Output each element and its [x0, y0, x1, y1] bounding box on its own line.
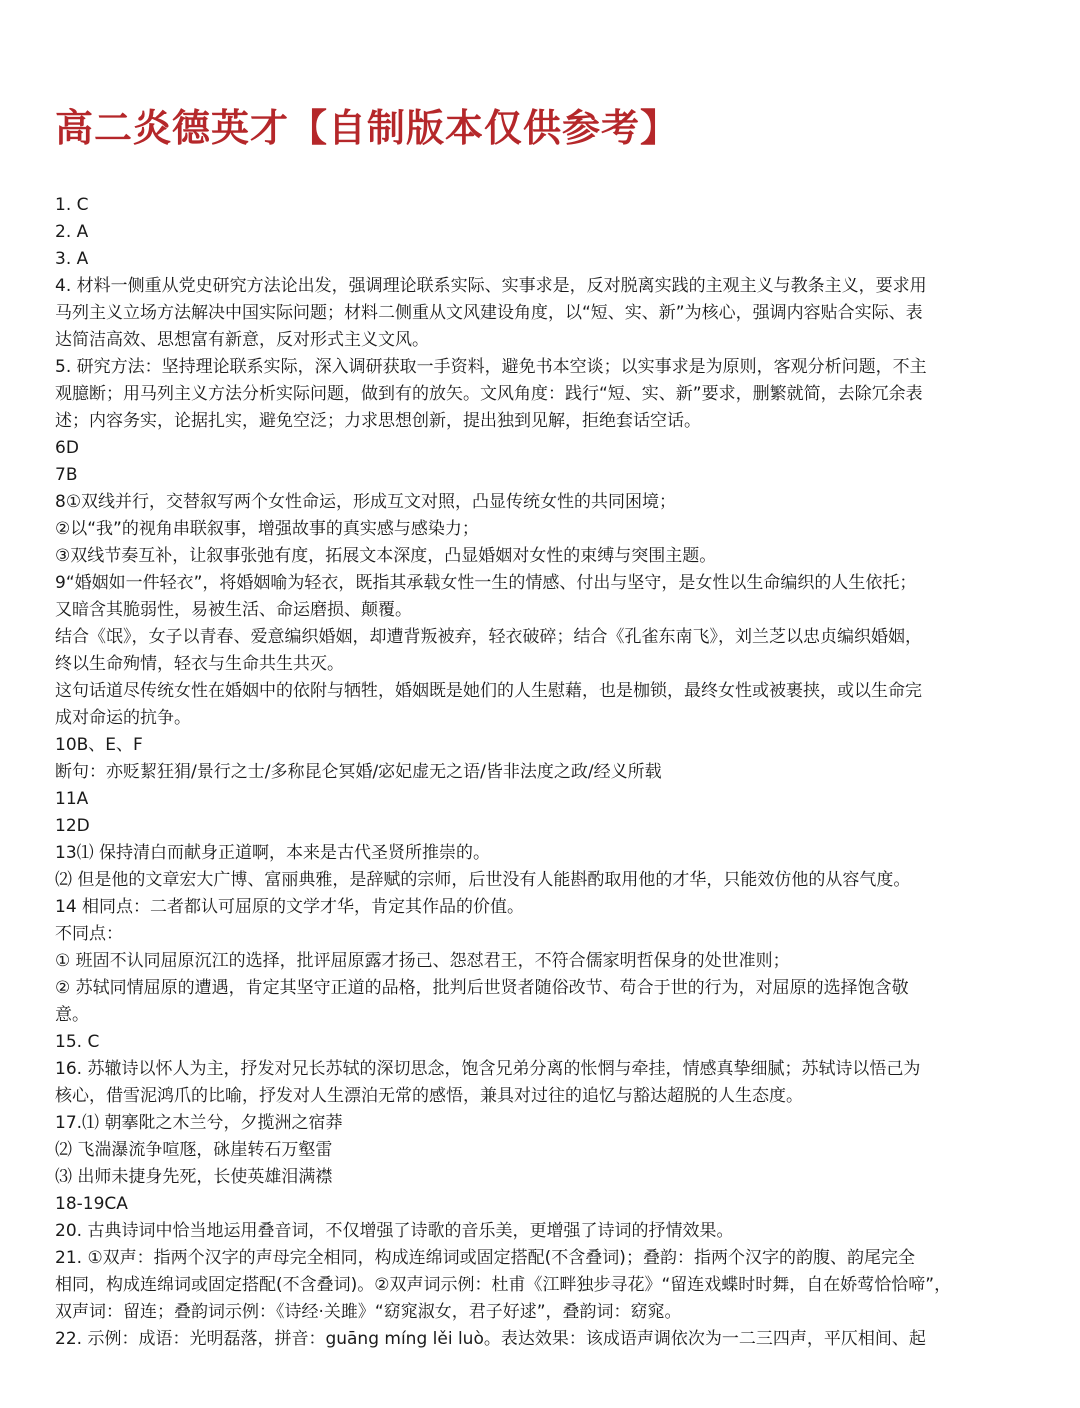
answer-line: 18-19CA	[55, 1194, 128, 1214]
answer-line: 10B、E、F	[55, 735, 143, 755]
document-title: 高二炎德英才【自制版本仅供参考】	[55, 106, 680, 150]
answer-line: 14 相同点：二者都认可屈原的文学才华，肯定其作品的价值。	[55, 897, 525, 917]
answer-line: ③双线节奏互补，让叙事张弛有度，拓展文本深度，凸显婚姻对女性的束缚与突围主题。	[55, 546, 717, 566]
answer-line: 5. 研究方法：坚持理论联系实际，深入调研获取一手资料，避免书本空谈；以实事求是为原则，客观分析问题，不主	[55, 357, 927, 377]
answer-line: 12D	[55, 816, 90, 836]
answer-line: 2. A	[55, 222, 89, 242]
answer-line: 21. ①双声：指两个汉字的声母完全相同，构成连绵词或固定搭配(不含叠词)；叠韵：指两个汉字的韵腹、韵尾完全	[55, 1248, 915, 1268]
answer-line: 13⑴ 保持清白而献身正道啊，本来是古代圣贤所推崇的。	[55, 843, 491, 863]
answer-line: 结合《氓》，女子以青春、爱意编织婚姻，却遭背叛被弃，轻衣破碎；结合《孔雀东南飞》，刘兰芝以忠贞编织婚姻，	[55, 627, 922, 647]
answer-line: 终以生命殉情，轻衣与生命共生共灭。	[55, 654, 344, 674]
answer-line: 达简洁高效、思想富有新意，反对形式主义文风。	[55, 330, 429, 350]
answer-line: 15. C	[55, 1032, 100, 1052]
answer-line: ⑵ 但是他的文章宏大广博、富丽典雅，是辞赋的宗师，后世没有人能斟酌取用他的才华，只能效仿他的从容气度。	[55, 870, 911, 890]
answer-line: 7B	[55, 465, 78, 485]
answer-line: ②以“我”的视角串联叙事，增强故事的真实感与感染力；	[55, 519, 479, 539]
answer-line: ⑵ 飞湍瀑流争喧豗，砯崖转石万壑雷	[55, 1140, 333, 1160]
answer-line: 16. 苏辙诗以怀人为主，抒发对兄长苏轼的深切思念，饱含兄弟分离的怅惘与牵挂，情感真挚细腻；苏轼诗以悟己为	[55, 1059, 921, 1079]
answer-line: 22. 示例：成语：光明磊落，拼音：guāng míng lěi luò。表达效果：该成语声调依次为一二三四声，平仄相间、起	[55, 1329, 926, 1349]
answer-line: ① 班固不认同屈原沉江的选择，批评屈原露才扬己、怨怼君王，不符合儒家明哲保身的处世准则；	[55, 951, 790, 971]
answer-line: 马列主义立场方法解决中国实际问题；材料二侧重从文风建设角度，以“短、实、新”为核心，强调内容贴合实际、表	[55, 303, 923, 323]
answer-line: 这句话道尽传统女性在婚姻中的依附与牺牲，婚姻既是她们的人生慰藉，也是枷锁，最终女性或被裹挟，或以生命完	[55, 681, 922, 701]
answer-line: ② 苏轼同情屈原的遭遇，肯定其坚守正道的品格，批判后世贤者随俗改节、苟合于世的行为，对屈原的选择饱含敬	[55, 978, 909, 998]
answer-line: 核心，借雪泥鸿爪的比喻，抒发对人生漂泊无常的感悟，兼具对过往的追忆与豁达超脱的人生态度。	[55, 1086, 803, 1106]
answer-line: 观臆断；用马列主义方法分析实际问题，做到有的放矢。文风角度：践行“短、实、新”要求，删繁就简，去除冗余表	[55, 384, 923, 404]
answer-line: 断句：亦贬絜狂狷/景行之士/多称昆仑冥婚/宓妃虚无之语/皆非法度之政/经义所载	[55, 762, 662, 782]
answer-line: 4. 材料一侧重从党史研究方法论出发，强调理论联系实际、实事求是，反对脱离实践的主观主义与教条主义，要求用	[55, 276, 927, 296]
answer-line: 相同，构成连绵词或固定搭配(不含叠词)。②双声词示例：杜甫《江畔独步寻花》“留连戏蝶时时舞，自在娇莺恰恰啼”，	[55, 1275, 952, 1295]
answer-line: 6D	[55, 438, 79, 458]
answer-line: 20. 古典诗词中恰当地运用叠音词，不仅增强了诗歌的音乐美，更增强了诗词的抒情效果。	[55, 1221, 734, 1241]
answer-line: ⑶ 出师未捷身先死，长使英雄泪满襟	[55, 1167, 333, 1187]
answer-line: 成对命运的抗争。	[55, 708, 191, 728]
answer-line: 1. C	[55, 195, 89, 215]
answer-line: 11A	[55, 789, 89, 809]
answer-line: 又暗含其脆弱性，易被生活、命运磨损、颠覆。	[55, 600, 412, 620]
answer-line: 17.⑴ 朝搴阰之木兰兮，夕揽洲之宿莽	[55, 1113, 343, 1133]
answer-line: 意。	[55, 1005, 89, 1025]
answer-body	[55, 192, 1030, 1353]
answer-line: 8①双线并行，交替叙写两个女性命运，形成互文对照，凸显传统女性的共同困境；	[55, 492, 677, 512]
answer-line: 9“婚姻如一件轻衣”，将婚姻喻为轻衣，既指其承载女性一生的情感、付出与坚守，是女性以生命编织的人生依托；	[55, 573, 917, 593]
answer-line: 双声词：留连；叠韵词示例：《诗经·关雎》“窈窕淑女，君子好逑”，叠韵词：窈窕。	[55, 1302, 682, 1322]
answer-line: 不同点：	[55, 924, 123, 944]
answer-line: 述；内容务实，论据扎实，避免空泛；力求思想创新，提出独到见解，拒绝套话空话。	[55, 411, 701, 431]
answer-line: 3. A	[55, 249, 89, 269]
